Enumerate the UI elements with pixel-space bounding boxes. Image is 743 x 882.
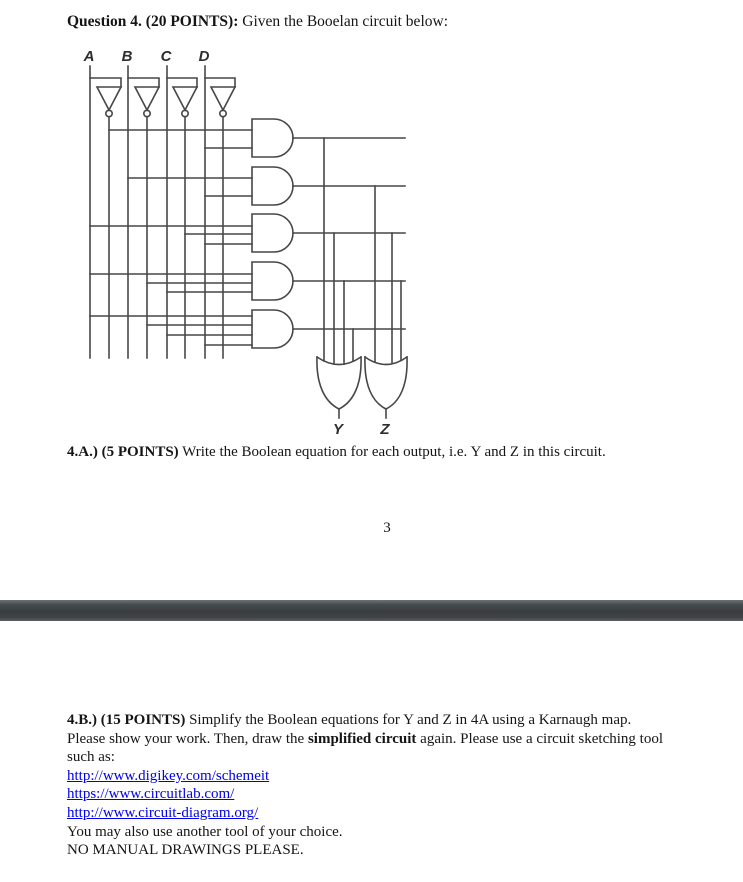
link-row-circuitlab	[67, 785, 737, 804]
and-gate-5	[252, 310, 293, 348]
question-number: Question 4. (20 POINTS):	[67, 13, 239, 30]
question-intro: Given the Booelan circuit below:	[238, 13, 448, 30]
question-4b-line2-post: again. Please use a circuit sketching tool	[416, 730, 663, 747]
or-gate-z	[365, 357, 407, 418]
or-input-wires	[324, 138, 401, 364]
page-number: 3	[383, 520, 391, 536]
circuit-diagram	[0, 40, 460, 442]
page-separator-bar	[0, 600, 743, 621]
footer-line-no-drawings: NO MANUAL DRAWINGS PLEASE.	[67, 842, 304, 859]
input-label-d: D	[198, 48, 210, 65]
input-label-c: C	[160, 48, 172, 65]
output-label-y: Y	[332, 421, 344, 438]
link-row-digikey	[67, 767, 737, 786]
question-4a-text	[67, 444, 737, 461]
and-gate-2	[252, 167, 293, 205]
question-4b-line1-text: Simplify the Boolean equations for Y and Z in 4A using a Karnaugh map.	[185, 712, 632, 728]
link-circuit-diagram[interactable]: http://www.circuit-diagram.org/	[67, 804, 259, 821]
link-row-circuit-diagram	[67, 804, 737, 823]
or-gate-y	[317, 357, 361, 418]
link-digikey[interactable]: http://www.digikey.com/schemeit	[67, 767, 270, 784]
output-label-z: Z	[380, 421, 390, 438]
question-4b-line2-pre: Please show your work. Then, draw the	[67, 730, 308, 747]
question-4b-block	[67, 711, 737, 860]
and-gate-4	[252, 262, 293, 300]
question-4a-label: 4.A.) (5 POINTS)	[67, 444, 179, 460]
page-title	[67, 13, 448, 31]
question-4a-body: Write the Boolean equation for each output, i.e. Y and Z in this circuit.	[178, 444, 606, 460]
link-circuitlab[interactable]: https://www.circuitlab.com/	[67, 786, 235, 803]
question-4b-line2	[67, 730, 737, 749]
input-label-b: B	[121, 48, 133, 65]
and-gate-1	[252, 119, 293, 157]
input-label-a: A	[83, 48, 95, 65]
circuit-figure	[0, 40, 460, 442]
question-4b-line2-bold: simplified circuit	[307, 730, 417, 747]
and-gate-3	[252, 214, 293, 252]
footer-line-other-tool: You may also use another tool of your choice.	[67, 823, 343, 840]
and-output-wires	[293, 138, 405, 329]
and-input-wires	[90, 130, 252, 345]
question-4b-line3: such as:	[67, 749, 115, 766]
question-4b-label: 4.B.) (15 POINTS)	[67, 712, 186, 728]
question-4b-line1	[67, 711, 737, 730]
